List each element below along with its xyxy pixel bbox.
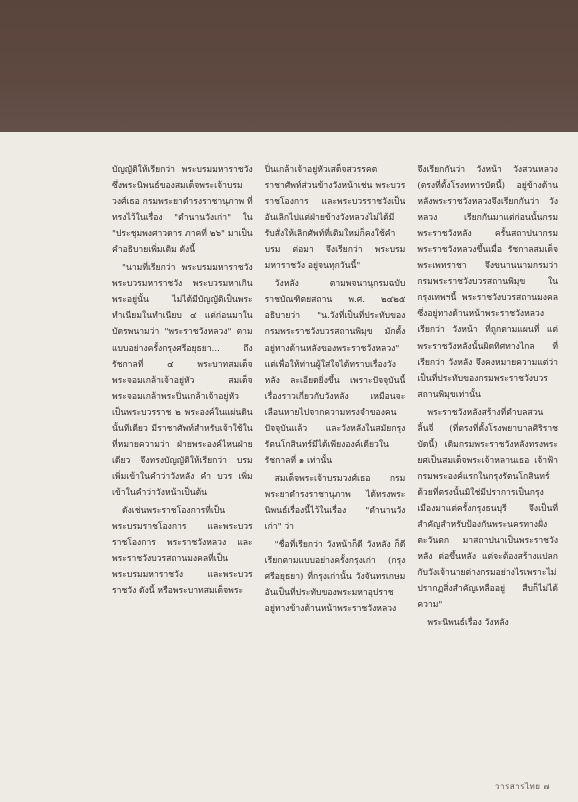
page-footer: วารสารไทย ๗	[495, 782, 550, 791]
top-photo-banner	[0, 0, 578, 132]
paragraph: บัญญัติให้เรียกว่า พระบรมมหาราชวัง ซึ่งพระนิพนธ์ของสมเด็จพระเจ้าบรมวงศ์เธอ กรมพระยาดำรงราชานุภาพ ที่ทรงไว้ในเรื่อง "ตำนานวังเก่า" ใน "ประชุมพงศาวดาร ภาคที่ ๒๖" มาเป็นคำอธิบายเพิ่มเติม ดังนี้	[112, 165, 253, 256]
paragraph: ปิ่นเกล้าเจ้าอยู่หัวเสด็จสวรรคต ราชาศัพท์ส่วนข้างวังหน้าเช่น พระบวรราชโองการ และพระบวรราชวังเป็นอันเลิกไปแต่ฝ่ายข้างวังหลวงไม่ได้มีรับสั่งให้เลิกศัพท์ที่เติมใหม่ก็คงใช้คำ บรม ต่อมา จึงเรียกว่า พระบรมมหาราชวัง อยู่จนทุกวันนี้"	[264, 165, 406, 272]
text-column-3	[417, 162, 558, 750]
paragraph: สมเด็จพระเจ้าบรมวงศ์เธอ กรมพระยาดำรงราชานุภาพ ได้ทรงพระนิพนธ์เรื่องนี้ไว้ในเรื่อง "ตำนานวังเก่า" ว่า	[264, 473, 406, 533]
paragraph: วังหลัง ตามพจนานุกรมฉบับราชบัณฑิตยสถาน พ.ศ. ๒๔๒๕ อธิบายว่า "น.วังที่เป็นที่ประทับของกรมพระราชวังบวรสถานพิมุข มักตั้งอยู่ทางด้านหลังของพระราชวังหลวง" แต่เพื่อให้ท่านผู้ใส่ใจได้ทราบเรื่องวังหลัง ละเอียดยิ่งขึ้น เพราะปัจจุบันนี้เรื่องราวเกี่ยวกับวังหลัง เหมือนจะเลือนหายไปจากความทรงจำของคนปัจจุบันแล้ว และวังหลังในสมัยกรุงรัตนโกสินทร์มีได้เพียงองค์เดียวในรัชกาลที่ ๑ เท่านั้น	[264, 279, 406, 466]
paragraph: จึงเรียกกันว่า วังหน้า วังสวนหลวง (ตรงที่ตั้งโรงทหารบัดนี้) อยู่ข้างด้านหลังพระราชวังหลวงจึงเรียกกันว่า วังหลวง เรียกกันมาแต่ก่อนนั้นกรมพระราชวังหลัง ครั้นสถาปนากรมพระราชวังหลวงขึ้นเมื่อ รัชกาลสมเด็จพระเพทราชา จึงขนานนามกรมว่า กรมพระราชวังบวรสถานพิมุข ในกรุงเทพฯนี้ พระราชวังบวรสถานมงคลซึ่งอยู่ทางด้านหน้าพระราชวังหลวง เรียกว่า วังหน้า ที่ถูกตามแผนที่ แต่พระราชวังหลังนั้นผิดทิศทางไกล ที่เรียกว่า วังหลัง จึงคงหมายความแต่ว่าเป็นที่ประทับของกรมพระราชวังบวรสถานพิมุขเท่านั้น	[417, 165, 559, 400]
paragraph: ดังเช่นพระราชโองการที่เป็นพระบรมราชโองการ และพระบวรราชโองการ พระราชวังหลวง และพระราชวังบวรสถานมงคลที่เป็น พระบรมมหาราชวัง และพระบวรราชวัง ดังนี้ หรือพระบาทสมเด็จพระ	[112, 505, 253, 597]
paragraph: พระราชวังหลังสร้างที่ตำบลสวนลิ้นจี่ (ที่ตรงที่ตั้งโรงพยาบาลศิริราชบัดนี้) เดิมกรมพระราชวังหลังทรงพระยศเป็นสมเด็จพระเจ้าหลานเธอ เจ้าฟ้ากรมพระองค์แรกในกรุงรัตนโกสินทร์ ด้วยที่ตรงนั้นมิใช่มีปราการเป็นกรุงเมืองมาแต่ครั้งกรุงธนบุรี จึงเป็นที่สำคัญสำหรับป้องกันพระนครทางฝั่งตะวันตก มาสถาปนาเป็นพระราชวังหลัง ต่อขึ้นหลัง แต่จะต้องสร้างแปลกกับวังเจ้านายต่างกรมอย่างไรเพราะไม่ปรากฏสิ่งสำคัญเหลืออยู่ สืบก็ไม่ได้ความ"	[417, 407, 559, 611]
paragraph: พระนิพนธ์เรื่อง วังหลัง	[427, 618, 509, 629]
text-column-2	[265, 162, 406, 750]
text-column-1	[112, 162, 253, 750]
paragraph: "นามที่เรียกว่า พระบรมมหาราชวัง พระบวรมหาราชวัง พระบวรมหาเกินพระอยู่นั้น ไม่ได้มีบัญญัติเป็นพระทำเนียมในทำเนียบ ๔ แต่ก่อนมาในบัดรพนามว่า "พระราชวังหลวง" ตามแบบอย่างครั้งกรุงศรีอยุธยา... ถึงรัชกาลที่ ๔ พระบาทสมเด็จพระจอมเกล้าเจ้าอยู่หัว สมเด็จพระจอมเกล้าพระปิ่นเกล้าเจ้าอยู่หัว เป็นพระบวรราช ๒ พระองค์ในแผ่นดินนั้นทีเดียว มีราชาศัพท์สำหรับเจ้าใช้ในที่หมายความว่า ฝ่ายพระองค์ไหนฝ่ายเดียว จึงทรงบัญญัติให้เรียกว่า บรม เพิ่มเข้าในคำว่าวังหลัง คำ บวร เพิ่มเข้าในคำว่าวังหน้าเป็นต้น	[112, 263, 253, 498]
paragraph: "ชื่อที่เรียกว่า วังหน้าก็ดี วังหลัง ก็ดี เรียกตามแบบอย่างครั้งกรุงเก่า (กรุงศรีอยุธยา) ที่กรุงเก่านั้น วังจันทรเกษมอันเป็นที่ประทับของพระมหาอุปราช อยู่ทางข้างด้านหน้าพระราชวังหลวง	[264, 540, 406, 615]
article-body	[112, 162, 558, 750]
